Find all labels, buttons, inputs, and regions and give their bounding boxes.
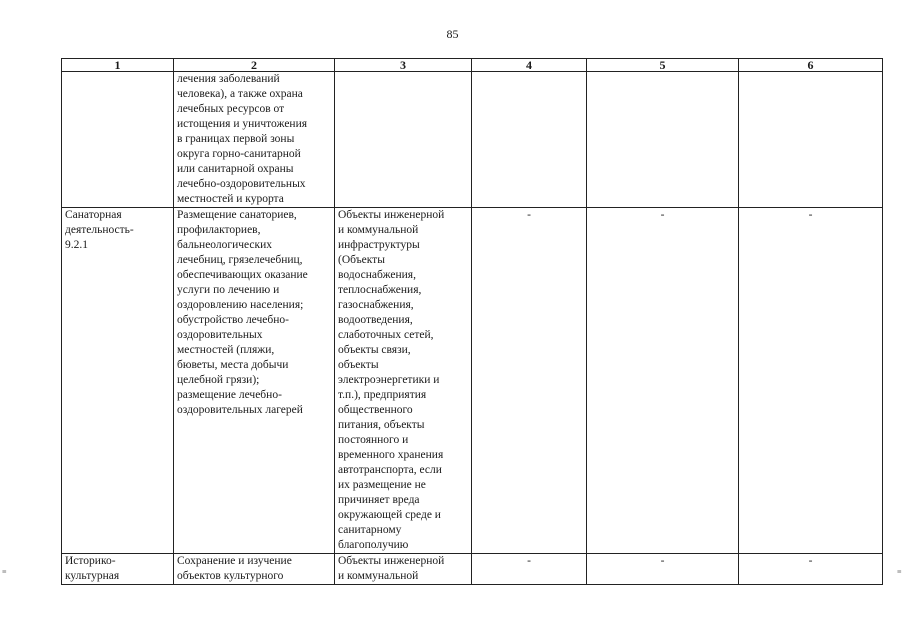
row-0-col-2: лечения заболеваний человека), а также охрана лечебных ресурсов от истощения и уничтожения в границах первой зоны округа горно-санитарной или санитарной охраны лечебно-оздоровительных местностей и курорта [174, 72, 335, 208]
table-row [62, 554, 883, 585]
column-header-5: 5 [587, 59, 739, 72]
row-1-col-2: Размещение санаториев, профилакториев, бальнеологических лечебниц, грязелечебниц, обеспечивающих оказание услуги по лечению и оздоровлению населения; обустройство лечебно- оздоровительных местностей (пляжи, бюветы, места добычи целебной грязи); размещение лечебно- оздоровительных лагерей [174, 208, 335, 554]
column-header-3: 3 [335, 59, 472, 72]
row-1-col-3: Объекты инженерной и коммунальной инфраструктуры (Объекты водоснабжения, теплоснабжения, газоснабжения, водоотведения, слаботочных сетей, объекты связи, объекты электроэнергетики и т.п.), предприятия общественного питания, объекты постоянного и временного хранения автотранспорта, если их размещение не причиняет вреда окружающей среде и санитарному благополучию [335, 208, 472, 554]
column-header-4: 4 [472, 59, 587, 72]
row-2-col-3: Объекты инженерной и коммунальной [335, 554, 472, 585]
row-0-col-3 [335, 72, 472, 208]
row-2-col-4: - [472, 554, 587, 585]
column-header-1: 1 [62, 59, 174, 72]
row-1-col-6: - [739, 208, 883, 554]
scan-edge-mark-left: ≡ [2, 567, 7, 576]
row-2-col-1: Историко- культурная [62, 554, 174, 585]
table-row [62, 208, 883, 554]
column-header-6: 6 [739, 59, 883, 72]
row-0-col-4 [472, 72, 587, 208]
land-use-table [61, 58, 883, 585]
row-1-col-4: - [472, 208, 587, 554]
row-0-col-6 [739, 72, 883, 208]
row-0-col-1 [62, 72, 174, 208]
table-row [62, 72, 883, 208]
scan-edge-mark-right: ≡ [897, 567, 902, 576]
row-1-col-5: - [587, 208, 739, 554]
row-2-col-5: - [587, 554, 739, 585]
header-row [62, 59, 883, 72]
page-number: 85 [446, 27, 459, 41]
row-0-col-5 [587, 72, 739, 208]
row-1-col-1: Санаторная деятельность- 9.2.1 [62, 208, 174, 554]
column-header-2: 2 [174, 59, 335, 72]
row-2-col-6: - [739, 554, 883, 585]
row-2-col-2: Сохранение и изучение объектов культурного [174, 554, 335, 585]
